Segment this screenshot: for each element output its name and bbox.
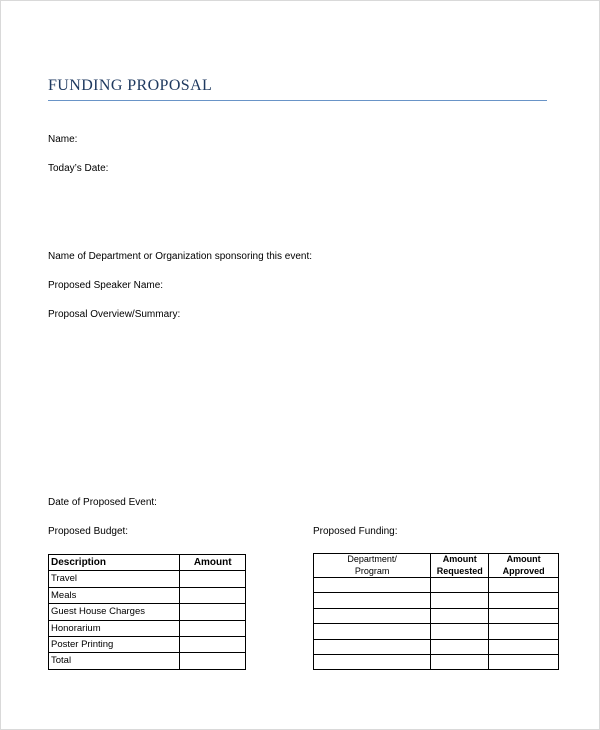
- funding-cell[interactable]: [489, 578, 559, 593]
- budget-amount-cell[interactable]: [180, 571, 246, 587]
- budget-amount-cell[interactable]: [180, 636, 246, 652]
- header-line: Amount: [442, 554, 477, 565]
- budget-row-meals: Meals: [49, 587, 180, 603]
- table-row: [314, 578, 559, 593]
- todays-date-label: Today’s Date:: [48, 163, 109, 174]
- budget-header-row: [49, 555, 246, 571]
- funding-cell[interactable]: [314, 624, 431, 639]
- header-line: Amount: [506, 554, 541, 565]
- funding-cell[interactable]: [431, 608, 489, 623]
- table-row: [49, 620, 246, 636]
- description-header: Description: [49, 555, 180, 571]
- funding-cell[interactable]: [431, 578, 489, 593]
- funding-cell[interactable]: [431, 624, 489, 639]
- department-program-header: [314, 554, 431, 578]
- budget-amount-cell[interactable]: [180, 653, 246, 669]
- budget-row-total: Total: [49, 653, 180, 669]
- budget-amount-cell[interactable]: [180, 587, 246, 603]
- table-row: [314, 639, 559, 654]
- table-row: [314, 654, 559, 669]
- proposed-funding-label: Proposed Funding:: [313, 526, 398, 537]
- table-row: [49, 587, 246, 603]
- table-row: [314, 593, 559, 608]
- budget-row-guest-house: Guest House Charges: [49, 604, 180, 620]
- name-label: Name:: [48, 134, 78, 145]
- funding-cell[interactable]: [431, 654, 489, 669]
- table-row: [314, 624, 559, 639]
- title-divider: [48, 100, 547, 101]
- header-line: Requested: [436, 565, 483, 576]
- funding-cell[interactable]: [489, 593, 559, 608]
- table-row: [49, 571, 246, 587]
- header-line: Department/: [347, 554, 397, 565]
- document-title: FUNDING PROPOSAL: [48, 77, 213, 94]
- budget-row-travel: Travel: [49, 571, 180, 587]
- funding-cell[interactable]: [489, 608, 559, 623]
- funding-cell[interactable]: [489, 654, 559, 669]
- budget-amount-cell[interactable]: [180, 604, 246, 620]
- speaker-name-label: Proposed Speaker Name:: [48, 280, 164, 291]
- overview-label: Proposal Overview/Summary:: [48, 309, 181, 320]
- table-row: [49, 604, 246, 620]
- funding-cell[interactable]: [431, 639, 489, 654]
- funding-cell[interactable]: [314, 578, 431, 593]
- funding-cell[interactable]: [314, 593, 431, 608]
- table-row: [49, 653, 246, 669]
- budget-row-honorarium: Honorarium: [49, 620, 180, 636]
- department-label: Name of Department or Organization sponsoring this event:: [48, 251, 313, 262]
- budget-table: [48, 554, 246, 670]
- budget-amount-cell[interactable]: [180, 620, 246, 636]
- funding-cell[interactable]: [489, 624, 559, 639]
- event-date-label: Date of Proposed Event:: [48, 497, 157, 508]
- funding-table: [313, 553, 559, 670]
- funding-cell[interactable]: [314, 639, 431, 654]
- header-line: Approved: [502, 565, 545, 576]
- funding-cell[interactable]: [431, 593, 489, 608]
- funding-header-row: [314, 554, 559, 578]
- funding-cell[interactable]: [314, 654, 431, 669]
- budget-row-poster-printing: Poster Printing: [49, 636, 180, 652]
- amount-requested-header: [431, 554, 489, 578]
- amount-header: Amount: [180, 555, 246, 571]
- table-row: [314, 608, 559, 623]
- funding-cell[interactable]: [314, 608, 431, 623]
- proposed-budget-label: Proposed Budget:: [48, 526, 129, 537]
- header-line: Program: [354, 565, 390, 576]
- amount-approved-header: [489, 554, 559, 578]
- table-row: [49, 636, 246, 652]
- funding-cell[interactable]: [489, 639, 559, 654]
